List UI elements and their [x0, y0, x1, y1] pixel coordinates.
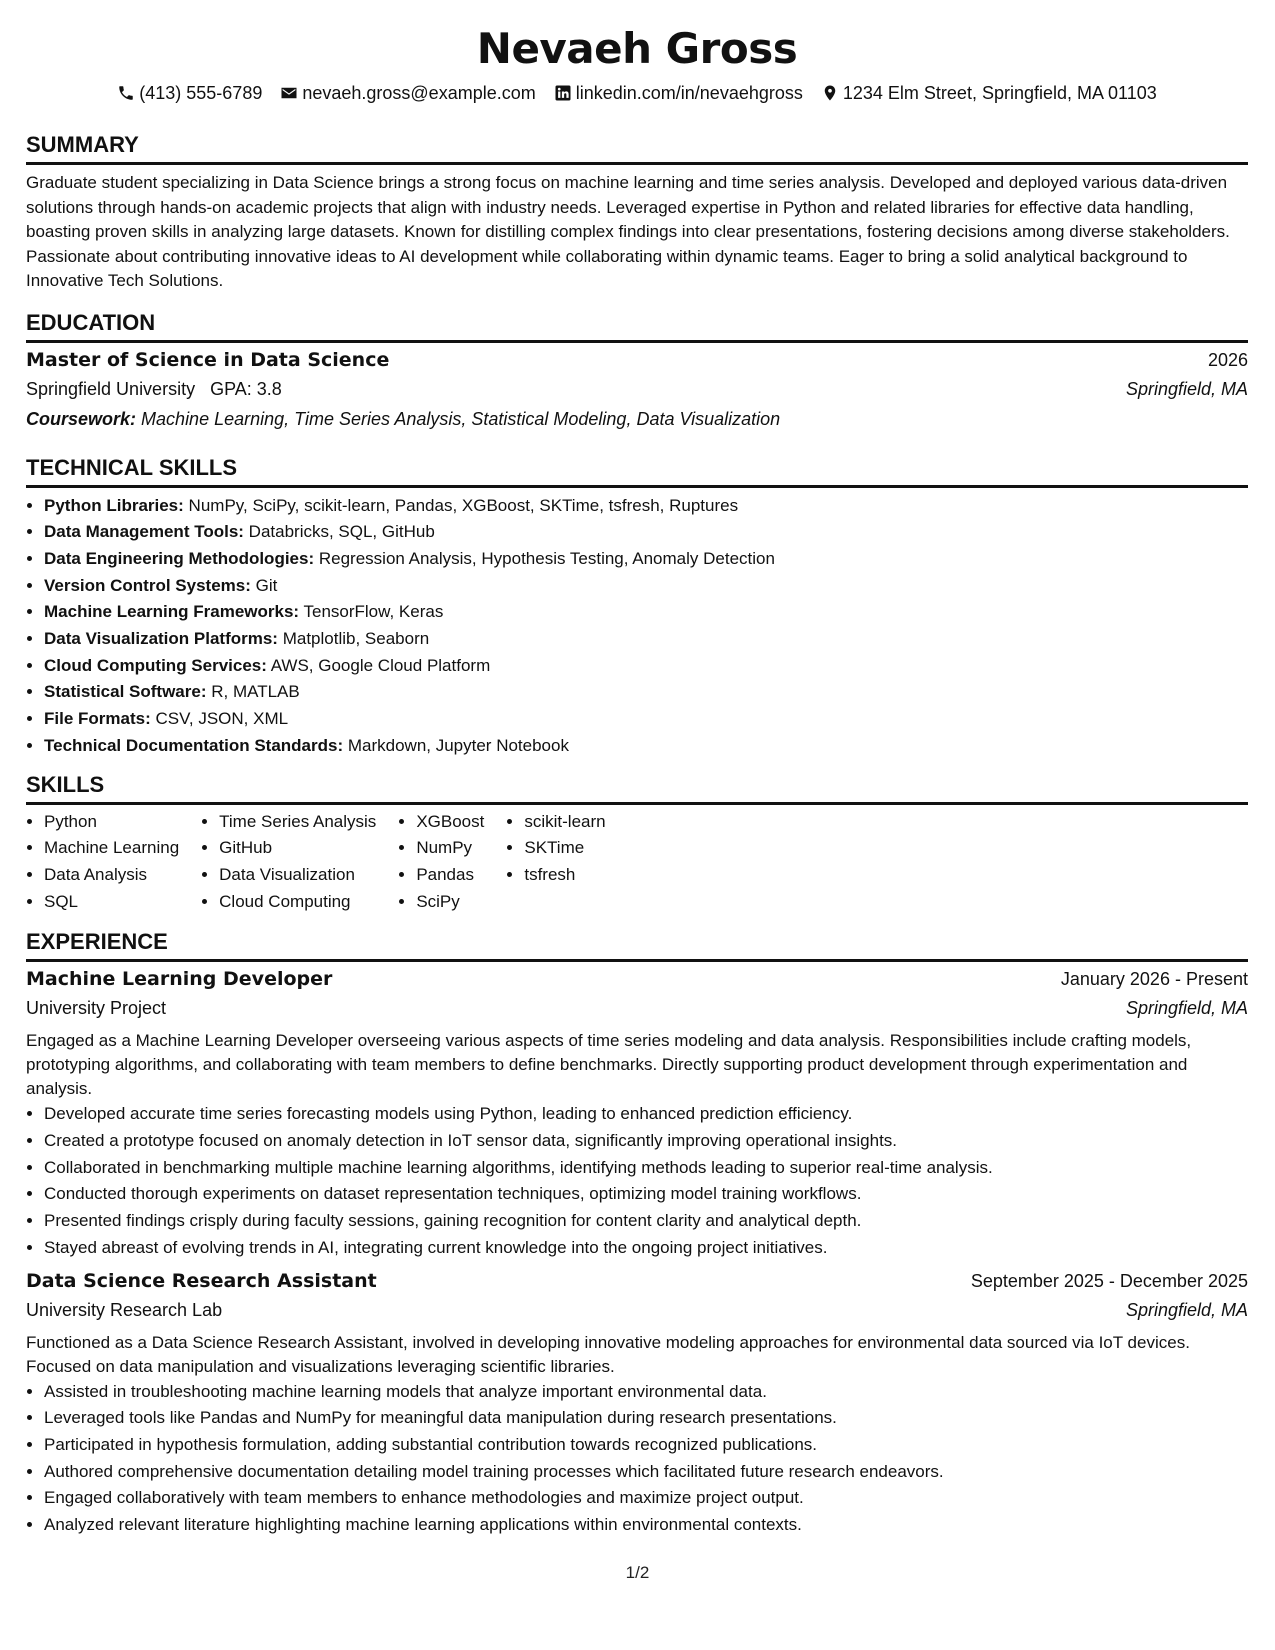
skill-category-label: Data Visualization Platforms: — [44, 629, 278, 649]
skill-category-label: Data Engineering Methodologies: — [44, 548, 315, 568]
skills-columns — [26, 809, 1248, 916]
skill-category-value: Git — [255, 575, 278, 595]
list-item — [44, 653, 1248, 680]
skill-category-label: Statistical Software: — [44, 682, 207, 702]
list-item: • Leveraged tools like Pandas and NumPy for meaningful data manipulation during research presentations. — [44, 1405, 1248, 1432]
section-title-experience: EXPERIENCE — [26, 929, 1248, 962]
section-title-education: EDUCATION — [26, 310, 1248, 343]
job-org-row — [26, 1300, 1248, 1330]
contact-bar — [26, 78, 1248, 108]
list-item: • Authored comprehensive documentation detailing model training processes which facilitated future research endeavors. — [44, 1459, 1248, 1486]
page-number: 1/2 — [625, 1563, 650, 1582]
list-item: • Engaged collaboratively with team members to enhance methodologies and maximize project output. — [44, 1485, 1248, 1512]
experience-section — [26, 929, 1248, 1538]
linkedin-icon — [554, 84, 572, 102]
list-item: • Participated in hypothesis formulation, adding substantial contribution towards recognized publications. — [44, 1432, 1248, 1459]
list-item: • SQL — [44, 889, 179, 916]
job-organization: University Project — [26, 998, 167, 1019]
job-entry — [26, 1270, 1248, 1539]
list-item: • Created a prototype focused on anomaly detection in IoT sensor data, significantly improving operational insights. — [44, 1128, 1248, 1155]
school-location: Springfield, MA — [1125, 378, 1248, 399]
skill-category-value: AWS, Google Cloud Platform — [270, 655, 491, 675]
list-item: • Data Visualization — [219, 862, 376, 889]
list-item: • GitHub — [219, 835, 376, 862]
job-org-row — [26, 998, 1248, 1028]
list-item — [44, 599, 1248, 626]
job-bullets — [26, 1379, 1248, 1539]
job-header-row — [26, 968, 1248, 998]
skills-section — [26, 772, 1248, 916]
job-description: Engaged as a Machine Learning Developer overseeing various aspects of time series modeling and data analysis. Responsibilities include crafting models, prototyping algorithms, and collaborating with team members to define benchmarks. Directly supporting product development through experimentation and analysis. — [26, 1031, 1192, 1099]
list-item: • Data Analysis — [44, 862, 179, 889]
section-title-summary: SUMMARY — [26, 132, 1248, 165]
list-item — [44, 519, 1248, 546]
skill-category-label: Version Control Systems: — [44, 575, 251, 595]
list-item — [44, 679, 1248, 706]
gpa: GPA: 3.8 — [210, 378, 282, 399]
technical-skills-section — [26, 455, 1248, 760]
list-item — [44, 706, 1248, 733]
list-item: • Stayed abreast of evolving trends in AI, integrating current knowledge into the ongoing project initiatives. — [44, 1235, 1248, 1262]
list-item: • Python — [44, 809, 179, 836]
school-info — [26, 379, 282, 400]
phone-icon — [117, 84, 135, 102]
skill-category-label: Machine Learning Frameworks: — [44, 602, 300, 622]
list-item: • XGBoost — [416, 809, 484, 836]
education-header-row — [26, 349, 1248, 379]
education-section — [26, 310, 1248, 439]
contact-phone[interactable] — [117, 83, 262, 104]
skill-category-value: Databricks, SQL, GitHub — [248, 522, 435, 542]
candidate-name: Nevaeh Gross — [476, 24, 798, 73]
skill-category-label: Data Management Tools: — [44, 522, 244, 542]
list-item: • Time Series Analysis — [219, 809, 376, 836]
list-item: • Presented findings crisply during faculty sessions, gaining recognition for content clarity and analytical depth. — [44, 1208, 1248, 1235]
skills-column-3 — [398, 809, 484, 916]
contact-linkedin[interactable] — [554, 83, 803, 104]
skill-category-value: NumPy, SciPy, scikit-learn, Pandas, XGBoost, SKTime, tsfresh, Ruptures — [188, 495, 739, 515]
linkedin-text: linkedin.com/in/nevaehgross — [575, 82, 803, 103]
job-title: Data Science Research Assistant — [26, 1269, 377, 1292]
list-item: • Machine Learning — [44, 835, 179, 862]
resume-page — [26, 0, 1248, 1539]
skill-category-label: Technical Documentation Standards: — [44, 735, 344, 755]
graduation-year: 2026 — [1207, 349, 1248, 370]
job-description: Functioned as a Data Science Research Assistant, involved in developing innovative modeling approaches for environmental data sourced via IoT devices. Focused on data manipulation and visualizations leveraging scientific libraries. — [26, 1332, 1190, 1376]
list-item — [44, 626, 1248, 653]
job-location: Springfield, MA — [1125, 1299, 1248, 1320]
list-item: • Collaborated in benchmarking multiple machine learning algorithms, identifying methods leading to superior real-time analysis. — [44, 1155, 1248, 1182]
list-item: • Cloud Computing — [219, 889, 376, 916]
list-item: • SKTime — [524, 835, 605, 862]
skill-category-value: R, MATLAB — [211, 682, 300, 702]
list-item: • Analyzed relevant literature highlighting machine learning applications within environmental contexts. — [44, 1512, 1248, 1539]
job-title: Machine Learning Developer — [26, 968, 333, 991]
skill-category-label: File Formats: — [44, 709, 151, 729]
job-location: Springfield, MA — [1125, 998, 1248, 1019]
section-title-skills: SKILLS — [26, 772, 1248, 805]
education-school-row — [26, 379, 1248, 409]
phone-text: (413) 555-6789 — [139, 82, 263, 103]
degree-title: Master of Science in Data Science — [26, 348, 390, 371]
list-item — [44, 733, 1248, 760]
address-text: 1234 Elm Street, Springfield, MA 01103 — [842, 82, 1157, 103]
skill-category-value: CSV, JSON, XML — [155, 709, 289, 729]
technical-skills-list — [26, 493, 1248, 760]
job-header-row — [26, 1270, 1248, 1300]
envelope-icon — [280, 84, 298, 102]
list-item — [44, 493, 1248, 520]
list-item — [44, 573, 1248, 600]
job-organization: University Research Lab — [26, 1299, 223, 1320]
coursework-line — [26, 409, 1248, 439]
skills-column-4 — [506, 809, 605, 916]
contact-email[interactable] — [280, 83, 535, 104]
list-item: • Developed accurate time series forecasting models using Python, leading to enhanced prediction efficiency. — [44, 1101, 1248, 1128]
section-title-technical-skills: TECHNICAL SKILLS — [26, 455, 1248, 488]
coursework-list: Machine Learning, Time Series Analysis, Statistical Modeling, Data Visualization — [141, 408, 781, 429]
list-item: • Conducted thorough experiments on dataset representation techniques, optimizing model training workflows. — [44, 1181, 1248, 1208]
skill-category-value: Matplotlib, Seaborn — [282, 629, 430, 649]
skill-category-label: Cloud Computing Services: — [44, 655, 267, 675]
list-item: • SciPy — [416, 889, 484, 916]
list-item: • NumPy — [416, 835, 484, 862]
skill-category-label: Python Libraries: — [44, 495, 184, 515]
skill-category-value: Regression Analysis, Hypothesis Testing, Anomaly Detection — [318, 548, 775, 568]
school-name: Springfield University — [26, 378, 196, 399]
summary-text: Graduate student specializing in Data Science brings a strong focus on machine learning and time series analysis. Developed and deployed various data-driven solutions through hands-on academic projects that align with industry needs. Leveraged expertise in Python and related libraries for effective data handling, boasting proven skills in analyzing large datasets. Known for distilling complex findings into clear presentations, fostering decisions among diverse stakeholders. Passionate about contributing innovative ideas to AI development while collaborating within dynamic teams. Eager to bring a solid analytical background to Innovative Tech Solutions. — [26, 173, 1230, 290]
skills-column-2 — [201, 809, 376, 916]
skill-category-value: Markdown, Jupyter Notebook — [347, 735, 569, 755]
list-item: • scikit-learn — [524, 809, 605, 836]
skills-column-1 — [26, 809, 179, 916]
coursework-label: Coursework: — [26, 408, 137, 429]
job-bullets — [26, 1101, 1248, 1261]
job-entry — [26, 968, 1248, 1261]
list-item — [44, 546, 1248, 573]
map-pin-icon — [821, 84, 839, 102]
email-text: nevaeh.gross@example.com — [302, 82, 536, 103]
contact-address — [821, 83, 1157, 104]
job-dates: September 2025 - December 2025 — [970, 1270, 1248, 1291]
skill-category-value: TensorFlow, Keras — [303, 602, 444, 622]
list-item: • Assisted in troubleshooting machine learning models that analyze important environmental data. — [44, 1379, 1248, 1406]
summary-section — [26, 132, 1248, 294]
list-item: • tsfresh — [524, 862, 605, 889]
list-item: • Pandas — [416, 862, 484, 889]
job-dates: January 2026 - Present — [1060, 969, 1248, 990]
